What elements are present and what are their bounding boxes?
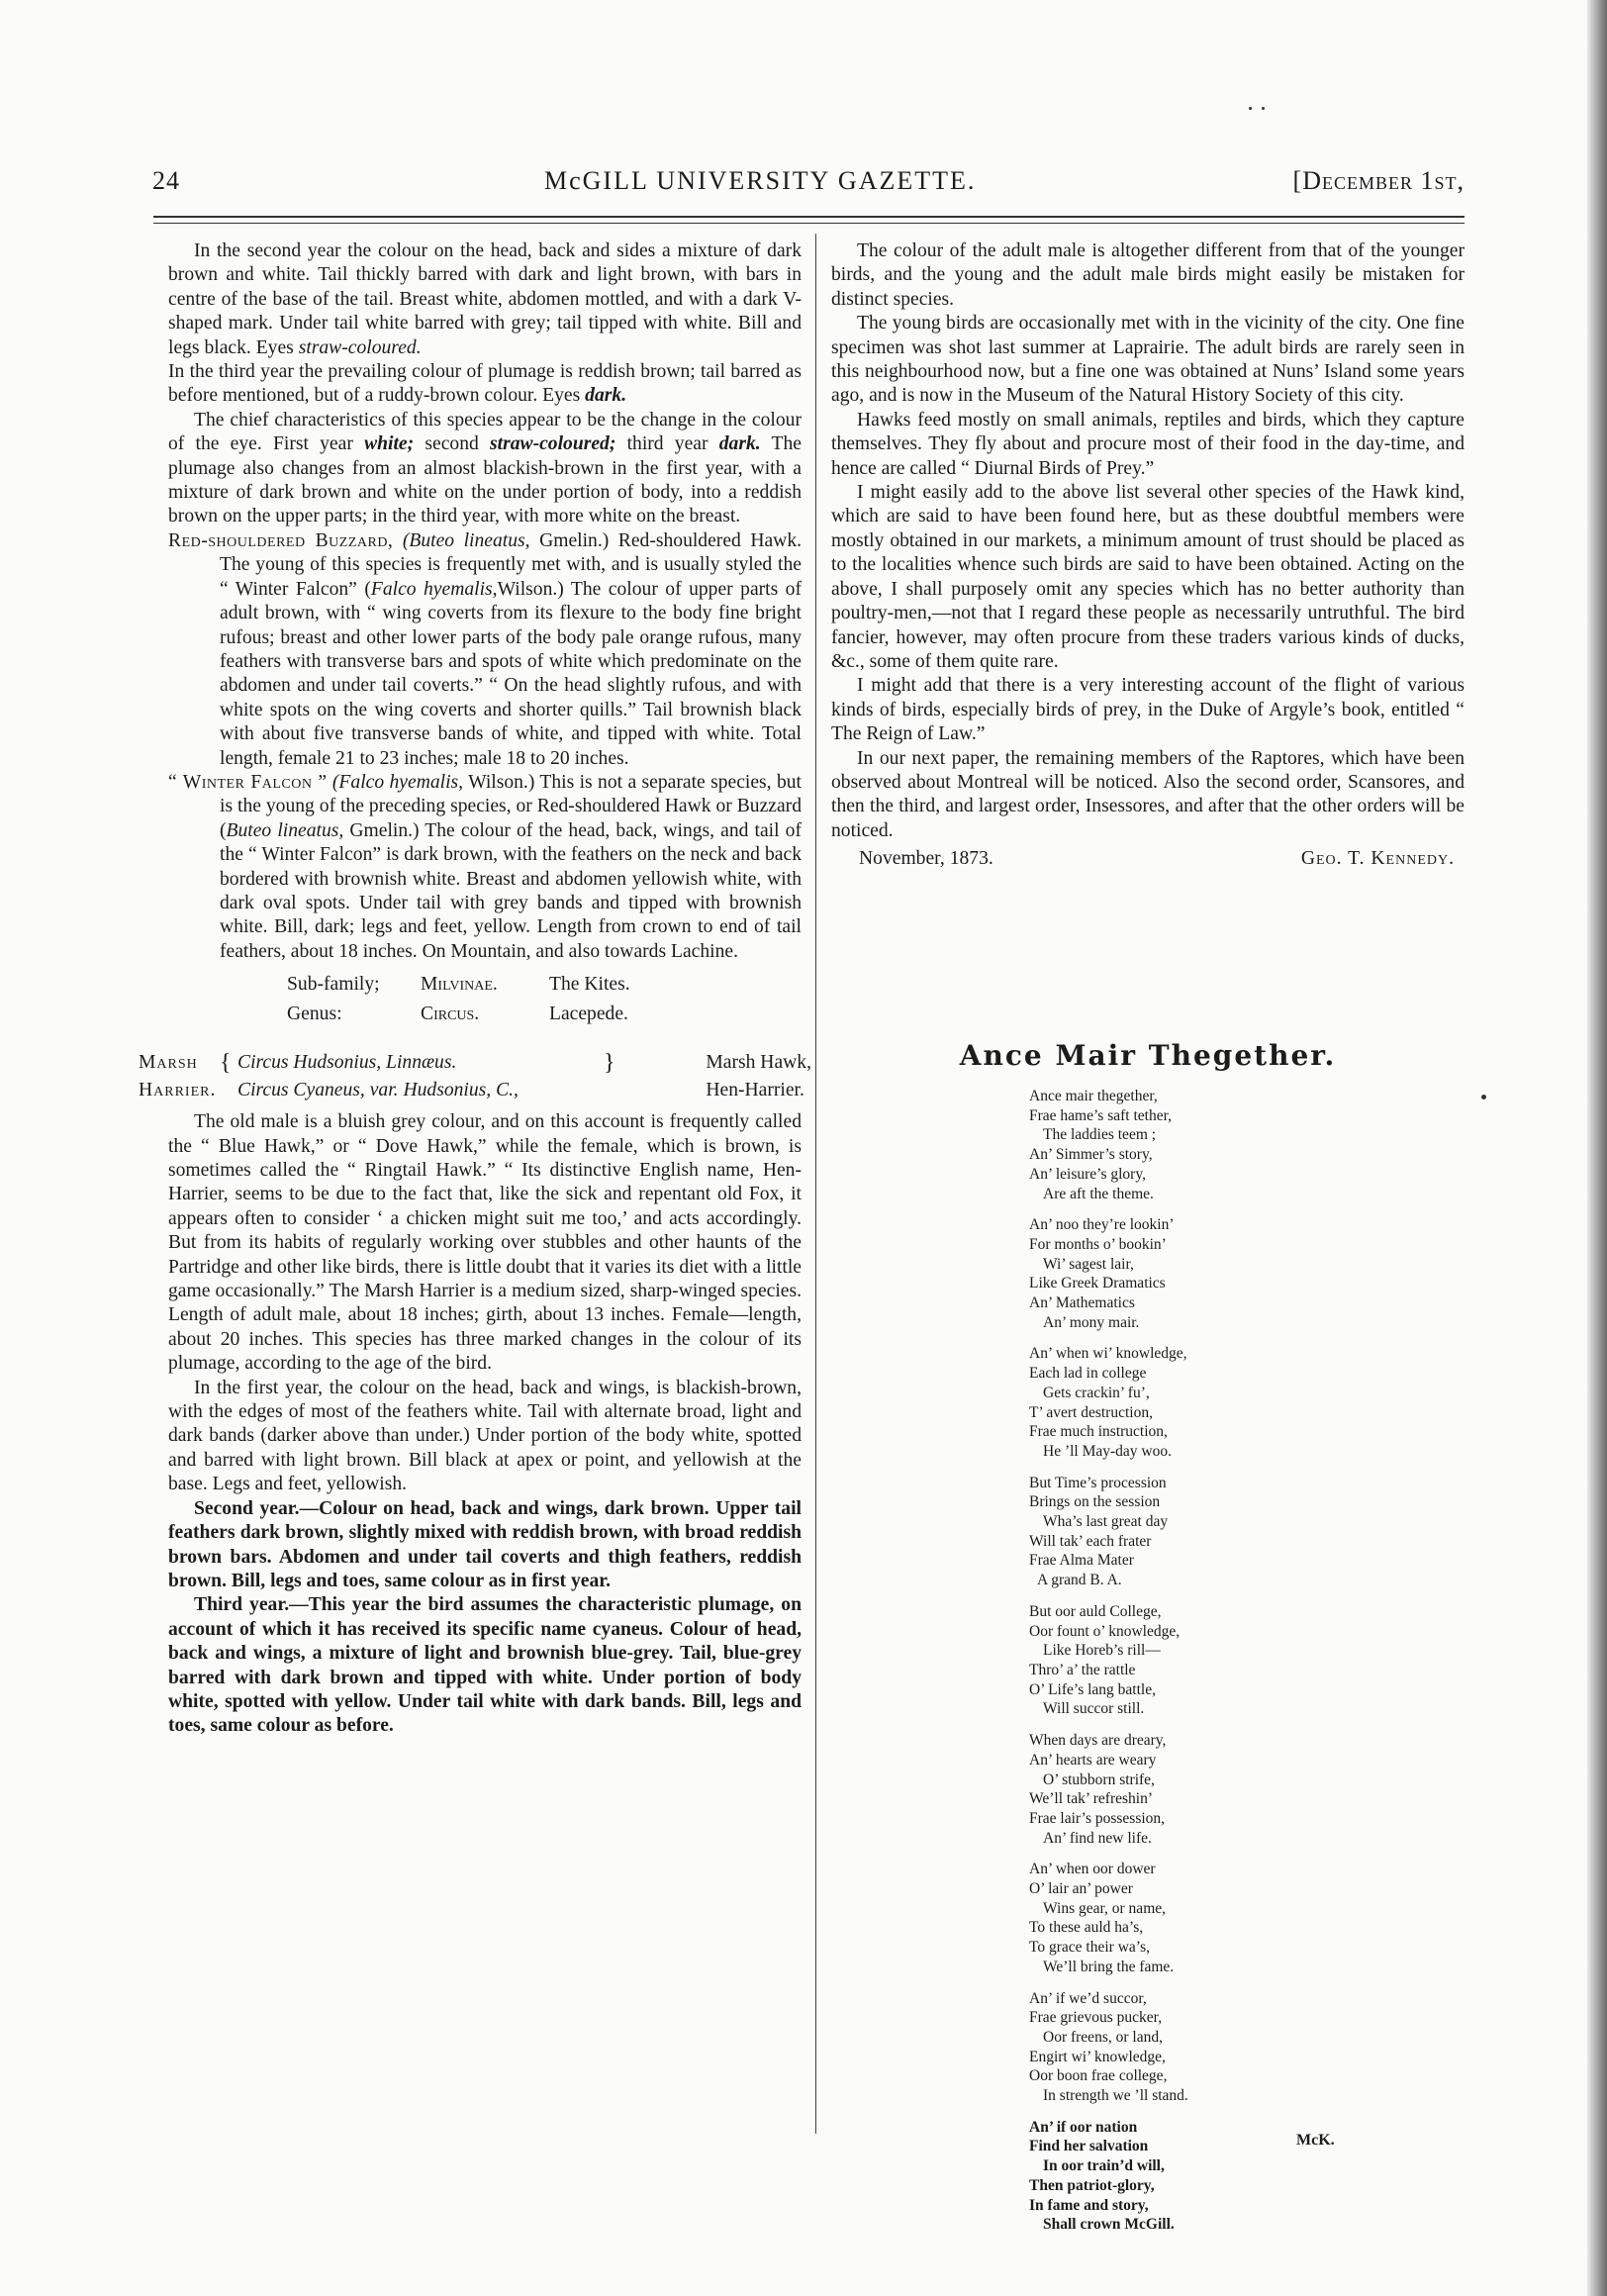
poem-stanza: But Time’s procession Brings on the session Wha’s last great day Will tak’ each frater Frae Alma Mater A grand B. A. [1029, 1474, 1169, 1589]
paragraph-old-male: The old male is a bluish grey colour, and on this account is frequently called the “ Blue Hawk,” or “ Dove Hawk,” while the female, which is brown, is sometimes called the “ Ringtail Hawk.” “ Its distinctive English name, Hen-Harrier, seems to be due to the fact that, like the sick and repentant old Fox, it appears often to consider ‘ a chicken might suit me too,’ and acts accordingly. But from its habits of regularly working over stubbles and other haunts of the Partridge and other like birds, there is little doubt that it varies its diet with a little game occasionally.” The Marsh Harrier is a medium sized, sharp-winged species. Length of adult male, about 18 inches; girth, about 13 inches. Female—length, about 20 inches. This species has three marked changes in the colour of its plumage, according to the age of the bird. [168, 1111, 802, 1375]
paragraph-characteristics: The chief characteristics of this species appear to be the change in the colour of the eye. First year white; second straw-coloured; third year dark. The plumage also changes from an almost blackish-brown in the first year, with a mixture of dark brown and white on the under portion of body, into a reddish brown on the upper parts; in the third year, with more white on the breast. [168, 409, 802, 527]
poem-title: Ance Mair Thegether. [959, 1039, 1337, 1072]
header-rule-thin [153, 223, 1465, 224]
poem-stanza: An’ if we’d succor, Frae grievous pucker, Oor freens, or land, Engirt wi’ knowledge, Oor boon frae college, In strength we ’ll stand. [1029, 1989, 1188, 2105]
signature-date: November, 1873. [859, 848, 993, 870]
paragraph-next-paper: In our next paper, the remaining members of the Raptores, which have been observed about Montreal will be noticed. Also the second order, Scansores, and then the third, and largest order, Insessores, and after that the other orders will be noticed. [831, 747, 1465, 841]
poem-stanza: An’ when oor dower O’ lair an’ power Wins gear, or name, To these auld ha’s, To grace their wa’s, We’ll bring the fame. [1029, 1861, 1175, 1975]
marsh-harrier-heading [139, 1049, 811, 1106]
publication-title: McGILL UNIVERSITY GAZETTE. [544, 166, 977, 195]
column-divider [815, 234, 816, 2134]
paragraph-third-year-harrier: Third year.—This year the bird assumes the characteristic plumage, on account of which it has received its specific name cyaneus. Colour of head, back and wings, a mixture of light and brownish blue-grey. Tail, blue-grey barred with dark brown and tipped with white. Under portion of body white, spotted with yellow. Under tail white with dark bands. Bill, legs and toes, same colour as before. [168, 1594, 802, 1737]
paragraph-winter-falcon: “ Winter Falcon ” (Falco hyemalis, Wilson.) This is not a separate species, but is the young of the preceding species, or Red-shouldered Hawk or Buzzard (Buteo lineatus, Gmelin.) The colour of the head, back, wings, and tail of the “ Winter Falcon” is dark brown, with the feathers on the neck and back bordered with brownish white. Breast and abdomen yellowish white, with dark oval spots. Under tail with grey bands and tipped with brownish white. Bill, dark; legs and feet, yellow. Length from crown to end of tail feathers, about 18 inches. On Mountain, and also towards Lachine. [168, 771, 802, 962]
paragraph-young-birds: The young birds are occasionally met with in the vicinity of the city. One fine specimen was shot last summer at Laprairie. The adult birds are rarely seen in this neighbourhood now, but a fine one was obtained at Nuns’ Island some years ago, and is now in the Museum of the Natural History Society of this city. [831, 313, 1465, 407]
paragraph-second-year: In the second year the colour on the head, back and sides a mixture of dark brown and white. Tail thickly barred with dark and light brown, with bars in centre of the base of the tail. Breast white, abdomen mottled, and with a dark V-shaped mark. Under tail white barred with grey; tail tipped with white. Bill and legs black. Eyes straw-coloured. [168, 240, 802, 358]
right-column [831, 239, 1465, 872]
article-signature [831, 847, 1465, 871]
binding-shadow [1587, 0, 1607, 2296]
paragraph-other-species: I might easily add to the above list several other species of the Hawk kind, which are said to have been found here, but as these doubtful members were mostly obtained in our markets, a minimum amount of trust should be placed as to the localities whence such birds are said to have been obtained. Acting on the above, I shall purposely omit any species which has no better authority than poultry-men,—not that I regard these people as necessarily untruthful. The bird fancier, however, may often procure from these traders various kinds of ducks, &c., some of them quite rare. [831, 482, 1465, 672]
paragraph-second-year-harrier: Second year.—Colour on head, back and wings, dark brown. Upper tail feathers dark brown, slightly mixed with reddish brown, with broad reddish brown bars. Abdomen and under tail coverts and thigh feathers, reddish brown. Bill, legs and toes, same colour as in first year. [168, 1497, 802, 1591]
marsh-harrier-common: Marsh Hawk, Hen-Harrier. [706, 1052, 811, 1101]
paragraph-red-shouldered-buzzard: Red-shouldered Buzzard, (Buteo lineatus, Gmelin.) Red-shouldered Hawk. The young of this species is frequently met with, and is usually styled the “ Winter Falcon” (Falco hyemalis,Wilson.) The colour of upper parts of adult brown, with “ wing coverts from its flexure to the body fine bright rufous; breast and other lower parts of the body pale orange rufous, many feathers with transverse bars and spots of white which predominate on the abdomen and under tail coverts.” “ On the head slightly rufous, and with white spots on the wing coverts and shorter quills.” Tail brownish black with about five transverse bands of white, and tipped with white. Total length, female 21 to 23 inches; male 18 to 20 inches. [168, 529, 803, 769]
ink-speck [1249, 107, 1252, 110]
signature-author: Geo. T. Kennedy. [1300, 848, 1455, 870]
ink-speck [1262, 107, 1265, 110]
paragraph-third-year: In the third year the prevailing colour of plumage is reddish brown; tail barred as before mentioned, but of a ruddy-brown colour. Eyes dark. [168, 361, 802, 407]
issue-date: [December 1st, [1292, 166, 1465, 195]
poem-stanza: When days are dreary, An’ hearts are weary O’ stubborn strife, We’ll tak’ refreshin’ Frae lair’s possession, An’ find new life. [1029, 1732, 1167, 1847]
left-column [139, 239, 811, 1739]
poem-stanza: An’ when wi’ knowledge, Each lad in college Gets crackin’ fu’, T’ avert destruction, Frae much instruction, He ’ll May-day woo. [1029, 1345, 1187, 1460]
taxon-row: Genus: Circus. Lacepede. [287, 1004, 628, 1025]
poem-stanza: An’ if oor nation Find her salvation In oor train’d will, Then patriot-glory, In fame and story, Shall crown McGill. [1029, 2118, 1175, 2234]
header-rule [153, 216, 1465, 218]
page-header [148, 166, 1465, 206]
ink-speck [1481, 1095, 1486, 1100]
paragraph-first-year: In the first year, the colour on the head, back and wings, is blackish-brown, with the edges of most of the feathers white. Tail with alternate broad, light and dark bands (darker above than under.) Under portion of the body white, spotted and barred with light brown. Bill black at apex or point, and yellowish at the base. Legs and feet, yellowish. [168, 1377, 802, 1495]
page-number: 24 [152, 166, 180, 195]
marsh-harrier-name: Marsh Harrier. [139, 1052, 217, 1101]
paragraph-adult-male: The colour of the adult male is altogether different from that of the younger birds, and the young and the adult male birds might easily be mistaken for distinct species. [831, 240, 1465, 310]
paragraph-hawks-feed: Hawks feed mostly on small animals, reptiles and birds, which they capture themselves. They fly about and procure most of their food in the day-time, and hence are called “ Diurnal Birds of Prey.” [831, 409, 1465, 479]
marsh-harrier-latin: Circus Hudsonius, Linnæus. Circus Cyaneus, var. Hudsonius, C., [237, 1052, 519, 1101]
right-brace: } [604, 1050, 615, 1077]
poem-stanza: Ance mair thegether, Frae hame’s saft tether, The laddies teem ; An’ Simmer’s story, An’ leisure’s glory, Are aft the theme. [1029, 1088, 1172, 1202]
taxon-row: Sub-family; Milvinae. The Kites. [287, 974, 630, 996]
paragraph-duke-of-argyle: I might add that there is a very interesting account of the flight of various kinds of birds, especially birds of prey, in the Duke of Argyle’s book, entitled “ The Reign of Law.” [831, 675, 1465, 745]
taxonomy-block [287, 970, 802, 1029]
poem-stanza: An’ noo they’re lookin’ For months o’ bookin’ Wi’ sagest lair, Like Greek Dramatics An’ Mathematics An’ mony mair. [1029, 1216, 1175, 1331]
poem-signature: McK. [1296, 2132, 1335, 2149]
poem-stanza: But oor auld College, Oor fount o’ knowledge, Like Horeb’s rill— Thro’ a’ the rattle O’ Life’s lang battle, Will succor still. [1029, 1602, 1181, 1718]
poem [1029, 1087, 1445, 2247]
left-brace: { [220, 1050, 232, 1077]
